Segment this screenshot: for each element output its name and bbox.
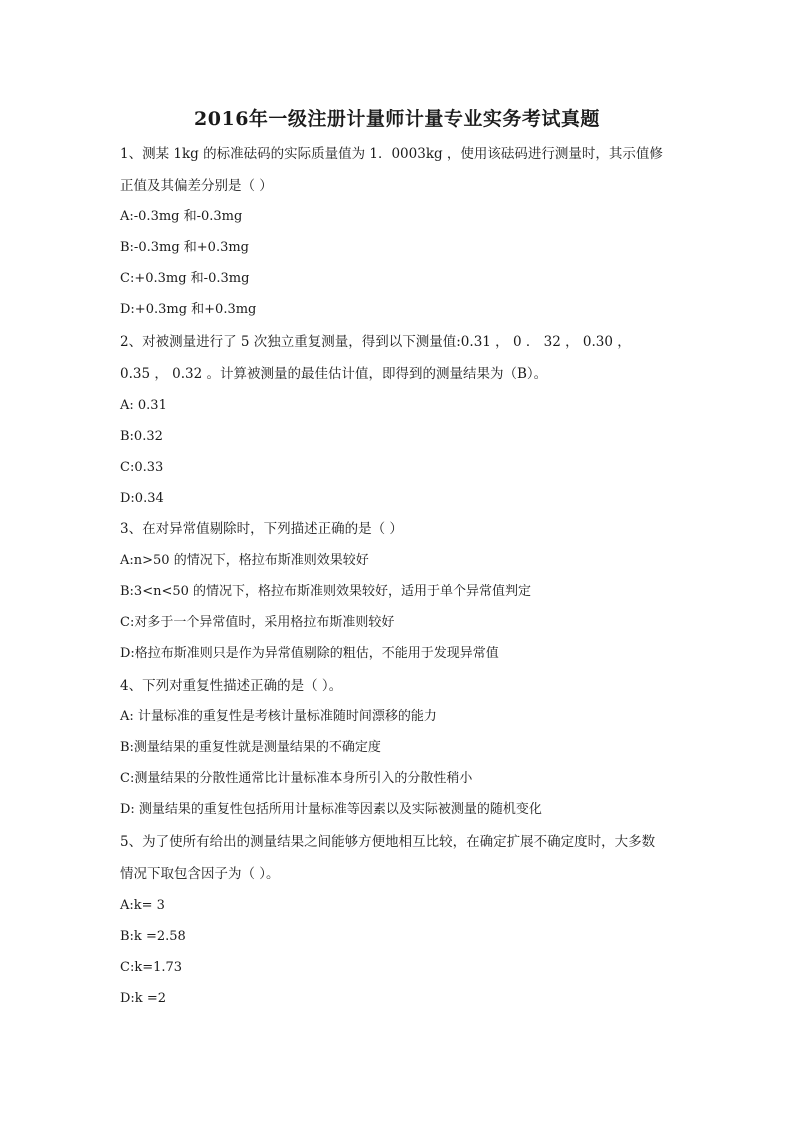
question-5-option-c: C:k=1.73 [120,960,183,975]
question-2-option-a: A: 0.31 [120,398,167,413]
question-2-option-c: C:0.33 [120,460,164,475]
question-5-option-a: A:k= 3 [120,898,165,913]
question-5-option-d: D:k =2 [120,991,166,1006]
page-title: 2016年一级注册计量师计量专业实务考试真题 [194,108,600,130]
question-1-line-1: 1、测某 1kg 的标准砝码的实际质量值为 1．0003kg ，使用该砝码进行测量时，其示值修 [120,146,663,162]
question-5-line-2: 情况下取包含因子为（ ）。 [120,866,280,882]
question-3-line-1: 3、在对异常值剔除时，下列描述正确的是（ ） [120,521,403,537]
question-2-option-d: D:0.34 [120,491,164,506]
question-4-option-d: D: 测量结果的重复性包括所用计量标准等因素以及实际被测量的随机变化 [120,802,542,817]
question-1-option-d: D:+0.3mg 和+0.3mg [120,302,257,317]
question-1-option-c: C:+0.3mg 和-0.3mg [120,271,250,286]
question-2-line-1: 2、对被测量进行了 5 次独立重复测量，得到以下测量值:0.31 ， 0 ． 32 ， 0.30 ， [120,334,631,350]
question-3-option-d: D:格拉布斯准则只是作为异常值剔除的粗估，不能用于发现异常值 [120,646,499,661]
question-3-option-c: C:对多于一个异常值时，采用格拉布斯准则较好 [120,615,395,630]
question-3-option-a: A:n>50 的情况下，格拉布斯准则效果较好 [120,553,369,568]
question-5-line-1: 5、为了使所有给出的测量结果之间能够方便地相互比较，在确定扩展不确定度时，大多数 [120,834,656,850]
question-4-option-a: A: 计量标准的重复性是考核计量标准随时间漂移的能力 [120,709,437,724]
question-1-option-b: B:-0.3mg 和+0.3mg [120,240,249,255]
question-4-line-1: 4、下列对重复性描述正确的是（ ）。 [120,678,343,694]
question-1-line-2: 正值及其偏差分别是（ ） [120,178,273,194]
question-2-option-b: B:0.32 [120,429,163,444]
question-5-option-b: B:k =2.58 [120,929,186,944]
question-4-option-c: C:测量结果的分散性通常比计量标准本身所引入的分散性稍小 [120,771,473,786]
question-3-option-b: B:3<n<50 的情况下，格拉布斯准则效果较好，适用于单个异常值判定 [120,584,532,599]
question-4-option-b: B:测量结果的重复性就是测量结果的不确定度 [120,740,381,755]
question-1-option-a: A:-0.3mg 和-0.3mg [120,209,243,224]
question-2-line-2: 0.35 ， 0.32 。计算被测量的最佳估计值，即得到的测量结果为（B）。 [120,366,548,382]
